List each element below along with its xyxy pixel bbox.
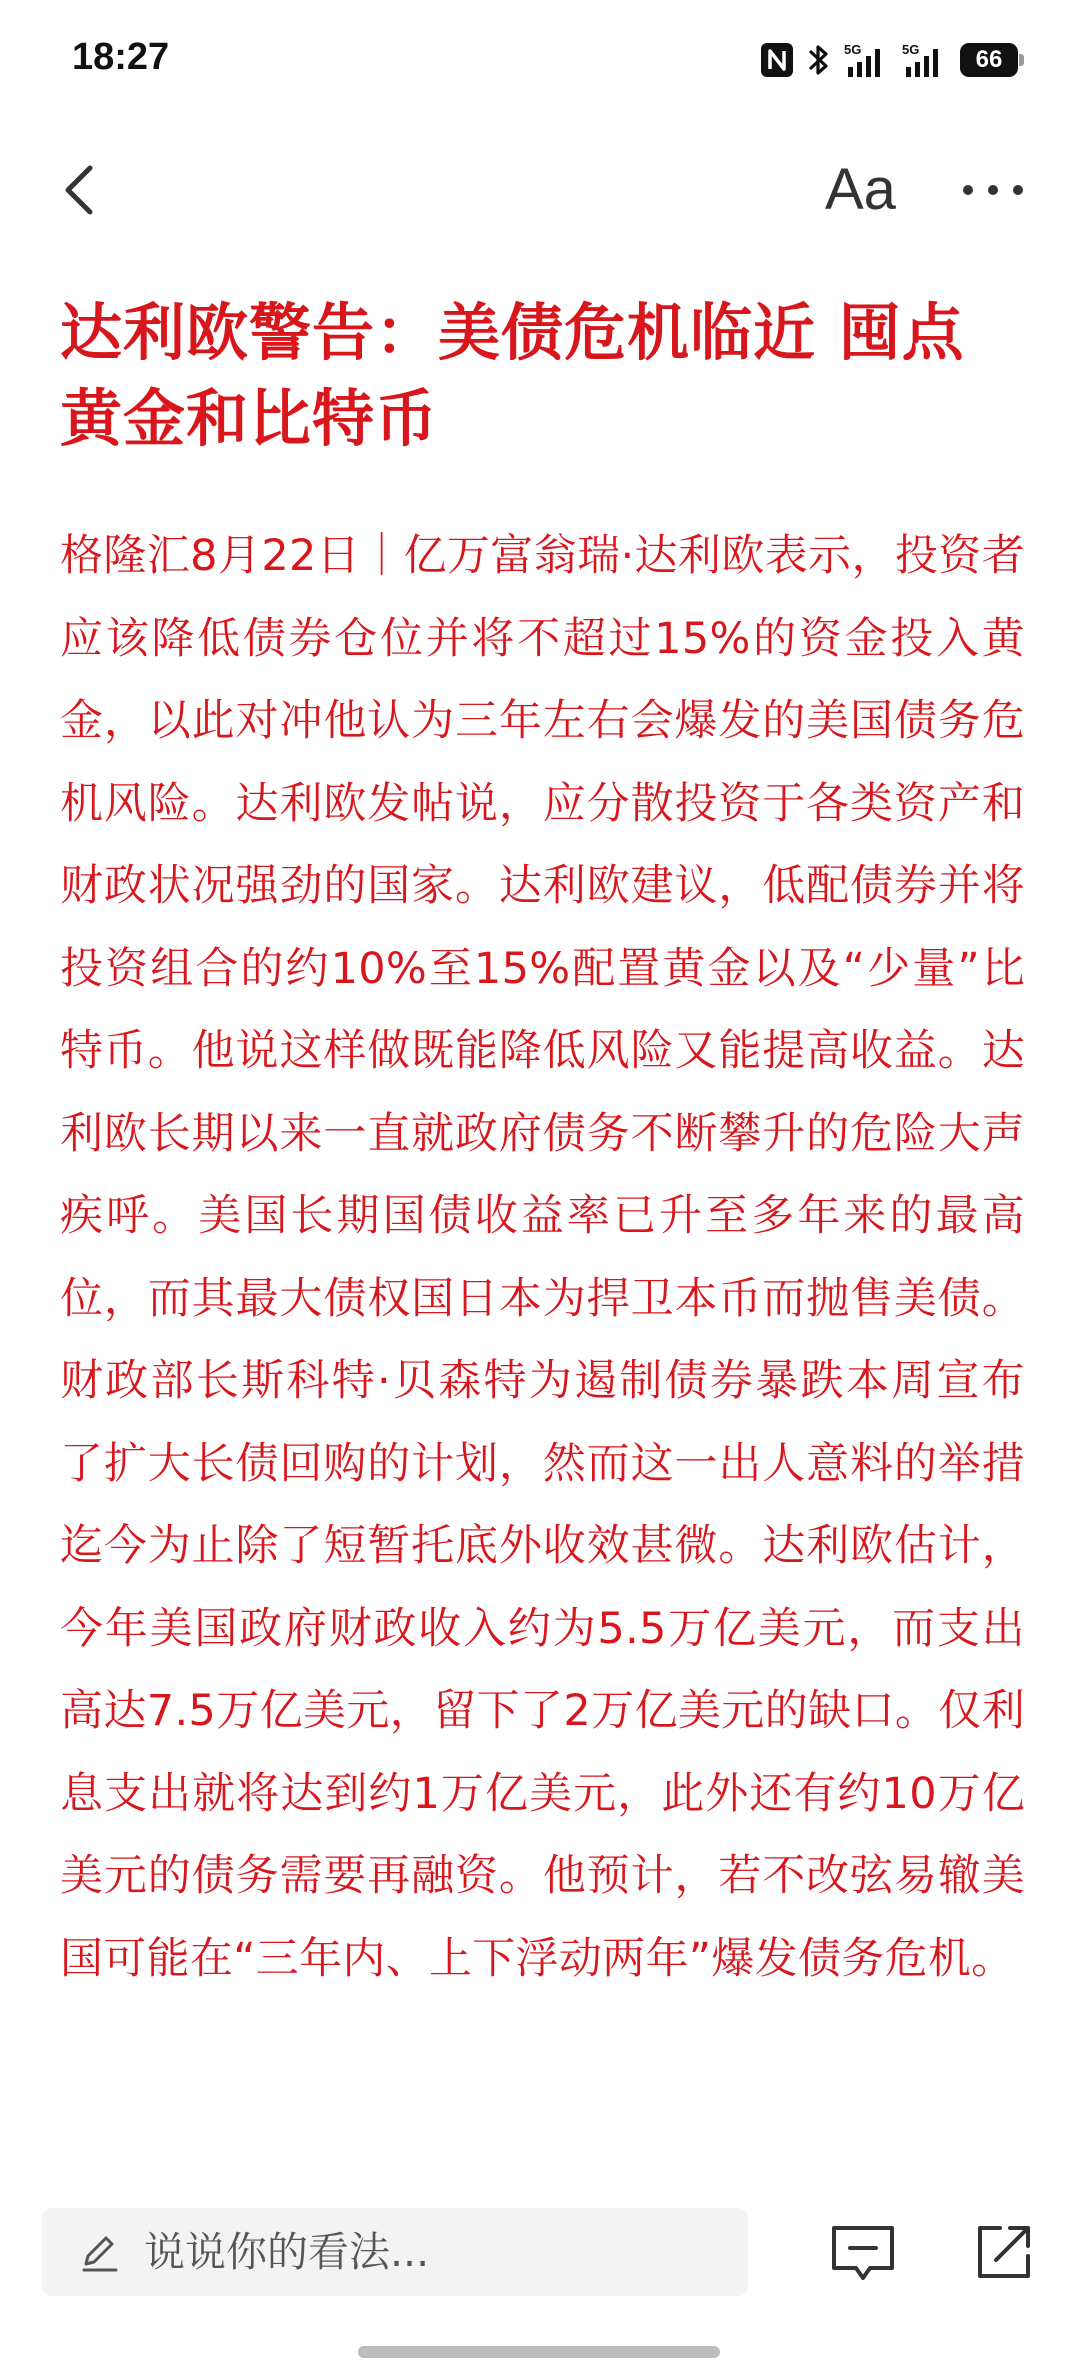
comments-button[interactable] [828, 2220, 898, 2286]
article-body: 格隆汇8月22日｜亿万富翁瑞·达利欧表示，投资者应该降低债券仓位并将不超过15%的资金投入黄金，以此对冲他认为三年左右会爆发的美国债务危机风险。达利欧发帖说，应分散投资于各类资产和财政状况强劲的国家。达利欧建议，低配债券并将投资组合的约10%至15%配置黄金以及“少量”比特币。他说这样做既能降低风险又能提高收益。达利欧长期以来一直就政府债务不断攀升的危险大声疾呼。美国长期国债收益率已升至多年来的最高位，而其最大债权国日本为捍卫本币而抛售美债。财政部长斯科特·贝森特为遏制债券暴跌本周宣布了扩大长债回购的计划，然而这一出人意料的举措迄今为止除了短暂托底外收效甚微。达利欧估计，今年美国政府财政收入约为5.5万亿美元，而支出高达7.5万亿美元，留下了2万亿美元的缺口。仅利息支出就将达到约1万亿美元，此外还有约10万亿美元的债务需要再融资。他预计，若不改弦易辙美国可能在“三年内、上下浮动两年”爆发债务危机。 [60, 531, 1025, 1984]
font-size-button[interactable]: Aa [825, 157, 896, 222]
chevron-left-icon [52, 156, 112, 224]
share-icon [972, 2218, 1036, 2284]
pen-icon [78, 2230, 122, 2274]
home-indicator[interactable] [358, 2346, 720, 2358]
svg-text:5G: 5G [902, 42, 920, 57]
svg-text:5G: 5G [844, 42, 862, 57]
signal-5g-icon [844, 41, 888, 79]
bluetooth-icon [808, 42, 830, 78]
nfc-icon [760, 42, 794, 78]
status-bar [0, 0, 1080, 120]
more-dots-icon [958, 158, 1028, 222]
comment-bubble-icon [828, 2220, 898, 2286]
comment-placeholder: 说说你的看法... [144, 2228, 430, 2276]
status-icons [760, 40, 1024, 80]
signal-5g-icon [902, 41, 946, 79]
battery-icon [960, 43, 1024, 77]
share-button[interactable] [972, 2218, 1036, 2284]
status-time: 18:27 [72, 36, 170, 78]
back-button[interactable] [52, 156, 112, 224]
article-title: 达利欧警告：美债危机临近 囤点黄金和比特币 [60, 296, 965, 455]
battery-level: 66 [960, 43, 1018, 77]
battery-tip [1019, 54, 1024, 66]
nav-bar [0, 150, 1080, 230]
comment-input[interactable] [42, 2208, 748, 2296]
more-button[interactable] [958, 158, 1028, 222]
